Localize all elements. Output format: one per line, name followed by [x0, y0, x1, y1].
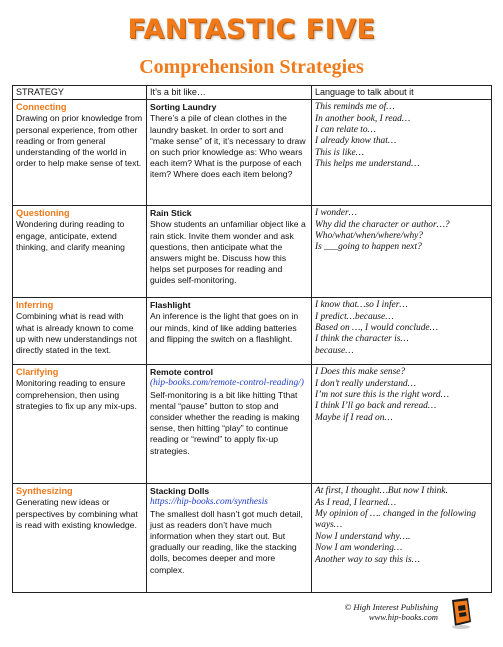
phrase: I Does this make sense? — [315, 367, 406, 378]
strategy-cell — [13, 206, 147, 298]
header-language: Language to talk about it — [312, 86, 492, 100]
phrase: I don’t really understand… — [315, 378, 416, 389]
analogy-cell — [147, 206, 312, 298]
analogy-description: There’s a pile of clean clothes in the laundry basket. In order to sort and “make sense” of it, it’s necessary to draw on such prior knowledge as: Who wears each item? What is the purpose of each item? Where does each item belong? — [150, 113, 306, 180]
strategy-description: Combining what is read with what is already known to come up with new understandings not directly stated in the text. — [16, 311, 137, 356]
language-cell — [312, 484, 492, 593]
analogy-cell — [147, 484, 312, 593]
phrase: because… — [315, 345, 354, 356]
page-title: FANTASTIC FIVE — [127, 14, 376, 45]
strategy-description: Monitoring reading to ensure comprehension, then using strategies to fix up any mix-ups. — [16, 378, 137, 411]
phrase: Another way to say this is… — [315, 554, 420, 565]
strategy-cell — [13, 484, 147, 593]
phrase: Who/what/when/where/why? — [315, 231, 423, 242]
table-row — [13, 206, 492, 298]
language-cell — [312, 206, 492, 298]
analogy-link[interactable]: https://hip-books.com/synthesis — [150, 497, 268, 508]
phrase: I think the character is… — [315, 334, 409, 345]
phrase: I know that…so I infer… — [315, 300, 408, 311]
phrase: I think I’ll go back and reread… — [315, 401, 437, 412]
phrase: In another book, I read… — [315, 113, 411, 124]
analogy-description: Self-monitoring is a bit like hitting Tthat mental “pause” button to stop and consider whether the reading is making sense, then hitting “play” to continue reading or “rewind” to apply fix-up strategies. — [150, 389, 300, 456]
strategy-cell — [13, 298, 147, 365]
phrase: Is ___going to happen next? — [315, 242, 422, 253]
page-subtitle: Comprehension Strategies — [139, 56, 364, 78]
analogy-title: Flashlight — [150, 300, 191, 311]
analogy-cell — [147, 298, 312, 365]
strategy-cell — [13, 100, 147, 206]
hip-books-logo-icon — [446, 596, 476, 635]
phrase: I’m not sure this is the right word… — [315, 390, 449, 401]
phrase: Now I understand why…. — [315, 531, 411, 542]
publisher-name: © High Interest Publishing — [344, 602, 438, 612]
strategy-name: Synthesizing — [16, 486, 73, 497]
strategy-cell — [13, 365, 147, 484]
phrase: I already know that… — [315, 136, 397, 147]
phrase: I can relate to… — [315, 125, 376, 136]
footer-credit — [318, 602, 438, 622]
phrase: This reminds me of… — [315, 102, 395, 113]
phrase: Why did the character or author…? — [315, 219, 450, 230]
language-cell — [312, 100, 492, 206]
strategy-name: Connecting — [16, 102, 67, 113]
header-strategy: STRATEGY — [13, 86, 147, 100]
strategy-description: Wondering during reading to engage, anticipate, extend thinking, and clarify meaning — [16, 219, 125, 252]
phrase: I predict…because… — [315, 311, 394, 322]
strategies-table — [12, 85, 492, 593]
phrase: At first, I thought…But now I think. — [315, 486, 448, 497]
table-row — [13, 298, 492, 365]
table-row — [13, 484, 492, 593]
strategy-description: Generating new ideas or perspectives by combining what is read with existing knowledge. — [16, 497, 138, 530]
language-cell — [312, 365, 492, 484]
phrase: Based on …, I would conclude… — [315, 323, 438, 334]
table-row — [13, 100, 492, 206]
analogy-title: Rain Stick — [150, 208, 192, 219]
language-cell — [312, 298, 492, 365]
strategy-name: Questioning — [16, 208, 70, 219]
analogy-description: Show students an unfamiliar object like a rain stick. Invite them wonder and ask questions, then anticipate what the answers might be. Discuss how this helps set purposes for reading and guides self-monitoring. — [150, 219, 306, 286]
phrase: My opinion of …. changed in the following ways… — [315, 509, 476, 531]
phrase: Maybe if I read on… — [315, 412, 393, 423]
analogy-cell — [147, 365, 312, 484]
phrase: As I read, I learned… — [315, 497, 397, 508]
header-like: It’s a bit like… — [147, 86, 312, 100]
analogy-title: Stacking Dolls — [150, 486, 210, 497]
analogy-title: Sorting Laundry — [150, 102, 217, 113]
analogy-description: An inference is the light that goes on in our minds, kind of like adding batteries and flipping the switch on a flashlight. — [150, 311, 299, 344]
strategy-description: Drawing on prior knowledge from personal experience, from other reading or from general understanding of the world in order to help make sense of text. — [16, 113, 143, 169]
analogy-cell — [147, 100, 312, 206]
analogy-title: Remote control — [150, 367, 214, 378]
table-row — [13, 365, 492, 484]
phrase: Now I am wondering… — [315, 543, 403, 554]
phrase: This helps me understand… — [315, 159, 420, 170]
publisher-url[interactable]: www.hip-books.com — [368, 612, 438, 622]
table-header-row — [13, 86, 492, 100]
strategy-name: Clarifying — [16, 367, 59, 378]
strategy-name: Inferring — [16, 300, 54, 311]
analogy-description: The smallest doll hasn’t got much detail, just as readers don’t have much information when they start out. But gradually our reading, like the stacking dolls, becomes deeper and more complex. — [150, 508, 303, 575]
phrase: This is like… — [315, 147, 364, 158]
phrase: I wonder… — [315, 208, 357, 219]
analogy-link[interactable]: (hip-books.com/remote-control-reading/) — [150, 378, 304, 389]
